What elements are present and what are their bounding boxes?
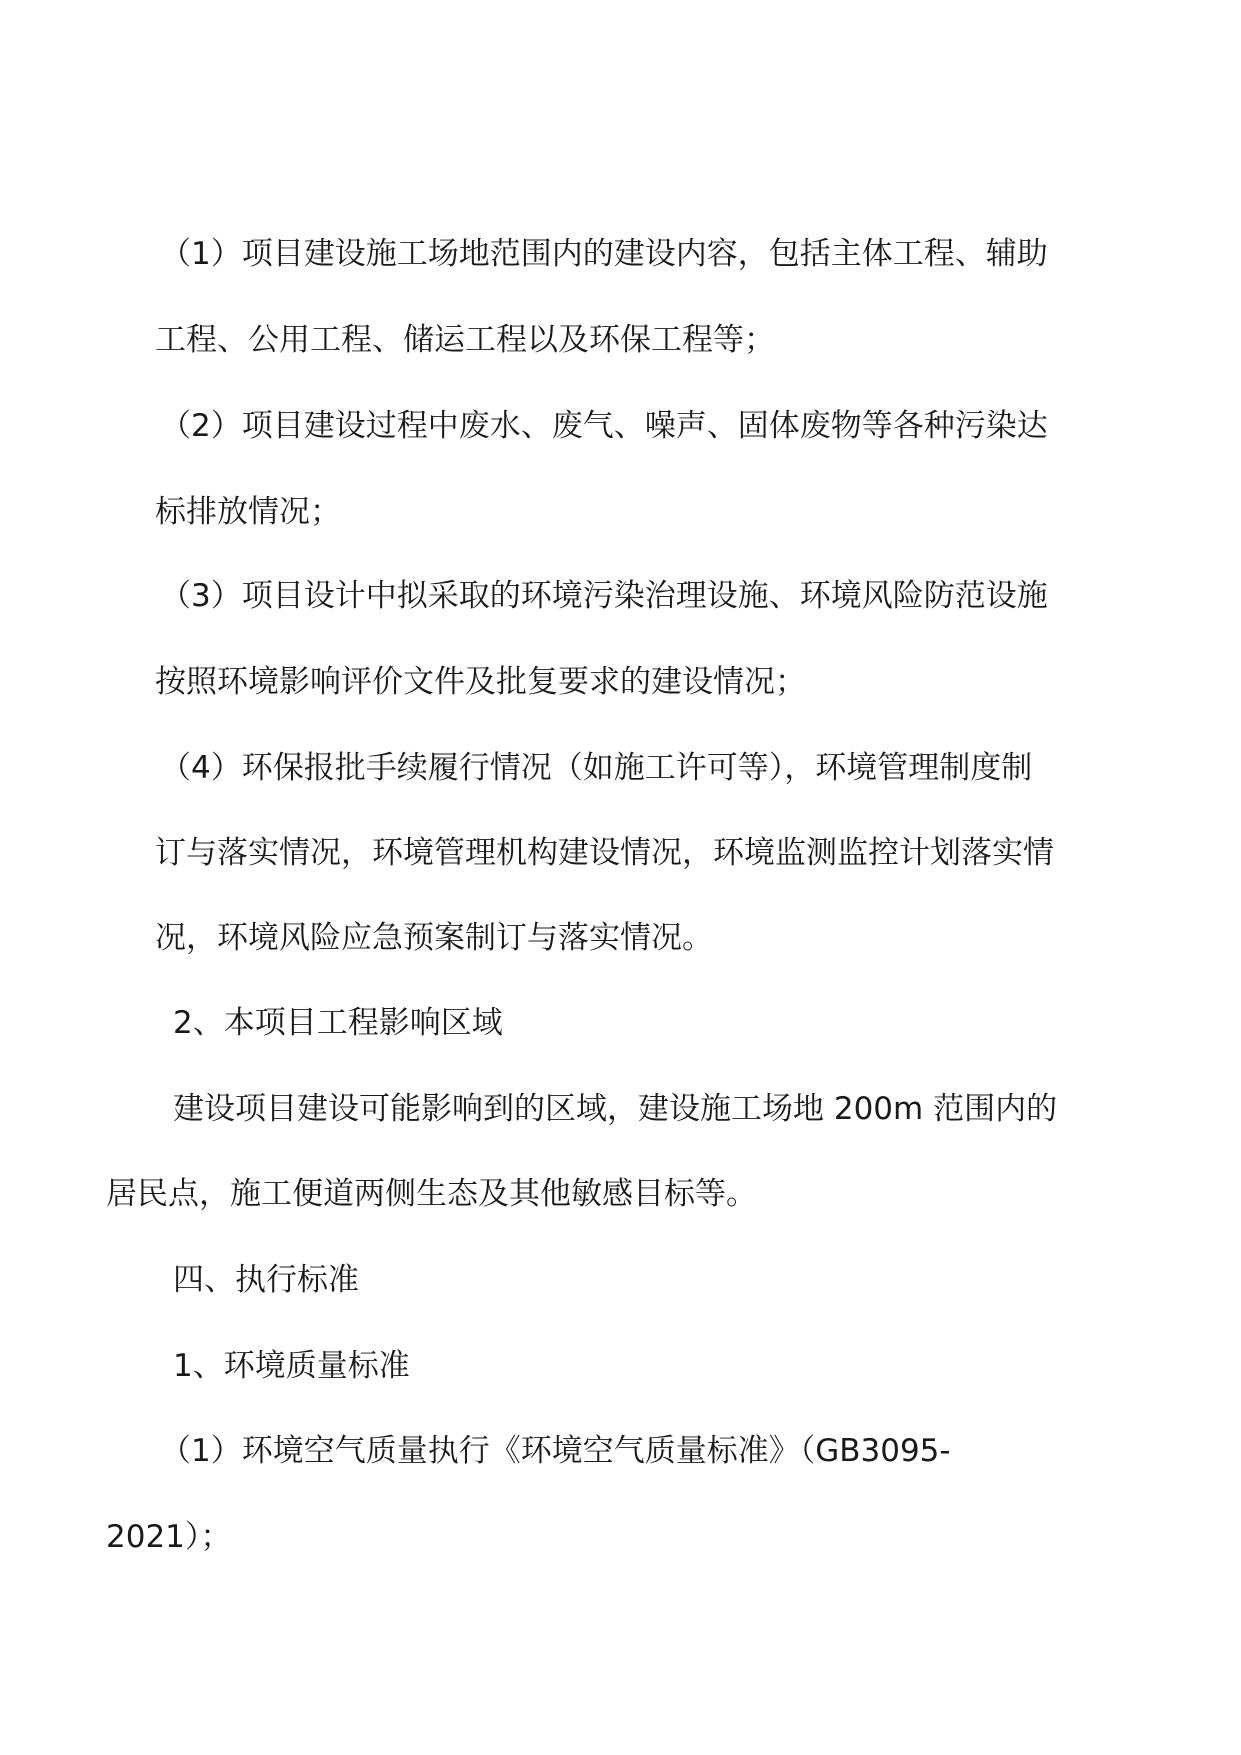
section-heading-1: 1、环境质量标准 — [173, 1348, 410, 1384]
paragraph-1-line-1: （1）项目建设施工场地范围内的建设内容，包括主体工程、辅助 — [160, 236, 1048, 272]
paragraph-5-line-2: 居民点，施工便道两侧生态及其他敏感目标等。 — [106, 1176, 757, 1212]
paragraph-2-line-2: 标排放情况； — [155, 494, 341, 530]
paragraph-5-line-1: 建设项目建设可能影响到的区域，建设施工场地 200m 范围内的 — [173, 1091, 1058, 1127]
paragraph-2-line-1: （2）项目建设过程中废水、废气、噪声、固体废物等各种污染达 — [160, 408, 1048, 444]
paragraph-3-line-2: 按照环境影响评价文件及批复要求的建设情况； — [155, 664, 806, 700]
paragraph-1-line-2: 工程、公用工程、储运工程以及环保工程等； — [155, 322, 775, 358]
section-heading-2: 2、本项目工程影响区域 — [173, 1005, 503, 1041]
paragraph-6-line-2: 2021）； — [106, 1519, 232, 1555]
paragraph-3-line-1: （3）项目设计中拟采取的环境污染治理设施、环境风险防范设施 — [160, 578, 1048, 614]
paragraph-4-line-1: （4）环保报批手续履行情况（如施工许可等），环境管理制度制 — [160, 750, 1033, 786]
paragraph-4-line-3: 况，环境风险应急预案制订与落实情况。 — [155, 920, 713, 956]
chapter-heading-4: 四、执行标准 — [173, 1262, 359, 1298]
paragraph-6-line-1: （1）环境空气质量执行《环境空气质量标准》（GB3095- — [160, 1433, 951, 1469]
paragraph-4-line-2: 订与落实情况，环境管理机构建设情况，环境监测监控计划落实情 — [155, 835, 1054, 871]
